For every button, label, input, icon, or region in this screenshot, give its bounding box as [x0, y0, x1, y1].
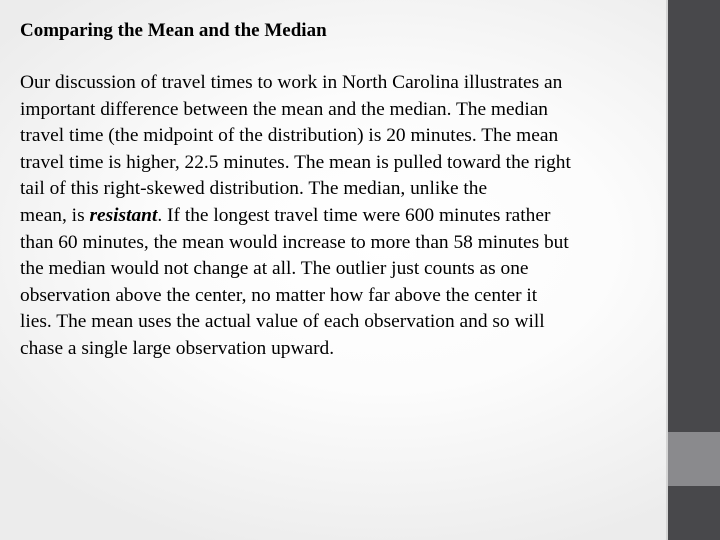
resistant-emphasis: resistant: [89, 204, 158, 226]
slide-title: Comparing the Mean and the Median: [20, 20, 327, 41]
body-line-suffix: . If the longest travel time were 600 minutes rather: [157, 204, 551, 226]
body-line: [20, 203, 656, 230]
sidebar-accent-block: [668, 432, 720, 486]
slide-content: [20, 18, 656, 363]
body-line: Our discussion of travel times to work in North Carolina illustrates an: [20, 72, 563, 93]
body-line: important difference between the mean and the median. The median: [20, 98, 549, 120]
body-line: than 60 minutes, the mean would increase to more than 58 minutes but: [20, 231, 569, 253]
body-line: travel time is higher, 22.5 minutes. The mean is pulled toward the right: [20, 151, 571, 173]
body-line: chase a single large observation upward.: [20, 337, 335, 359]
sidebar-decoration: [666, 0, 720, 540]
body-line: tail of this right-skewed distribution. The median, unlike the: [20, 178, 488, 200]
body-line: observation above the center, no matter how far above the center it: [20, 284, 538, 306]
body-line: travel time (the midpoint of the distribution) is 20 minutes. The mean: [20, 125, 559, 147]
body-line: lies. The mean uses the actual value of each observation and so will: [20, 311, 545, 333]
slide-body: [20, 70, 656, 363]
body-line: the median would not change at all. The outlier just counts as one: [20, 258, 529, 280]
body-line-prefix: mean, is: [20, 204, 90, 226]
